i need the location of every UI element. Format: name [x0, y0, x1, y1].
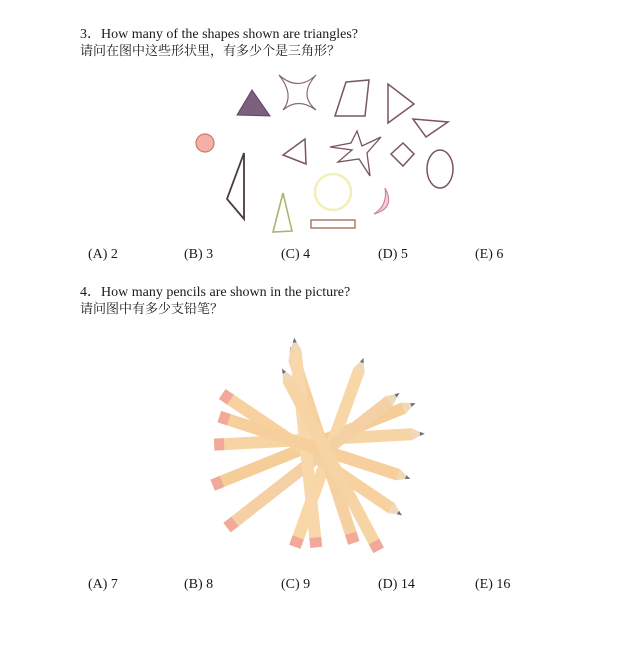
pale-yellow-circle: [315, 174, 351, 210]
pencils-figure: [210, 337, 425, 553]
q3-option-a[interactable]: (A) 2: [88, 247, 118, 262]
triangle-far-right: [413, 119, 448, 137]
q4-option-c[interactable]: (C) 9: [281, 577, 311, 592]
question-3-title: 3．How many of the shapes shown are triangles?: [80, 27, 358, 42]
question-3-title-chinese: 请问在图中这些形状里，有多少个是三角形？: [80, 44, 341, 59]
green-triangle: [273, 193, 292, 232]
crescent: [374, 188, 389, 214]
filled-triangle: [237, 90, 270, 116]
q3-option-c[interactable]: (C) 4: [281, 247, 311, 262]
q4-option-b[interactable]: (B) 8: [184, 577, 214, 592]
rotated-square: [335, 80, 369, 116]
q4-option-d[interactable]: (D) 14: [378, 577, 415, 592]
q3-option-b[interactable]: (B) 3: [184, 247, 214, 262]
q3-option-e[interactable]: (E) 6: [475, 247, 504, 262]
small-triangle-left: [283, 139, 306, 164]
pink-circle: [196, 134, 214, 152]
small-diamond: [391, 143, 414, 166]
triangle-right: [388, 84, 414, 123]
question-4-title: 4．How many pencils are shown in the picture?: [80, 285, 351, 300]
tall-triangle: [227, 153, 244, 219]
q3-option-d[interactable]: (D) 5: [378, 247, 408, 262]
q4-option-e[interactable]: (E) 16: [475, 577, 511, 592]
rectangle: [311, 220, 355, 228]
irregular-star: [330, 131, 381, 176]
four-point-star: [279, 75, 316, 110]
q4-option-a[interactable]: (A) 7: [88, 577, 118, 592]
oval: [427, 150, 453, 188]
question-4-title-chinese: 请问图中有多少支铅笔？: [80, 302, 224, 317]
